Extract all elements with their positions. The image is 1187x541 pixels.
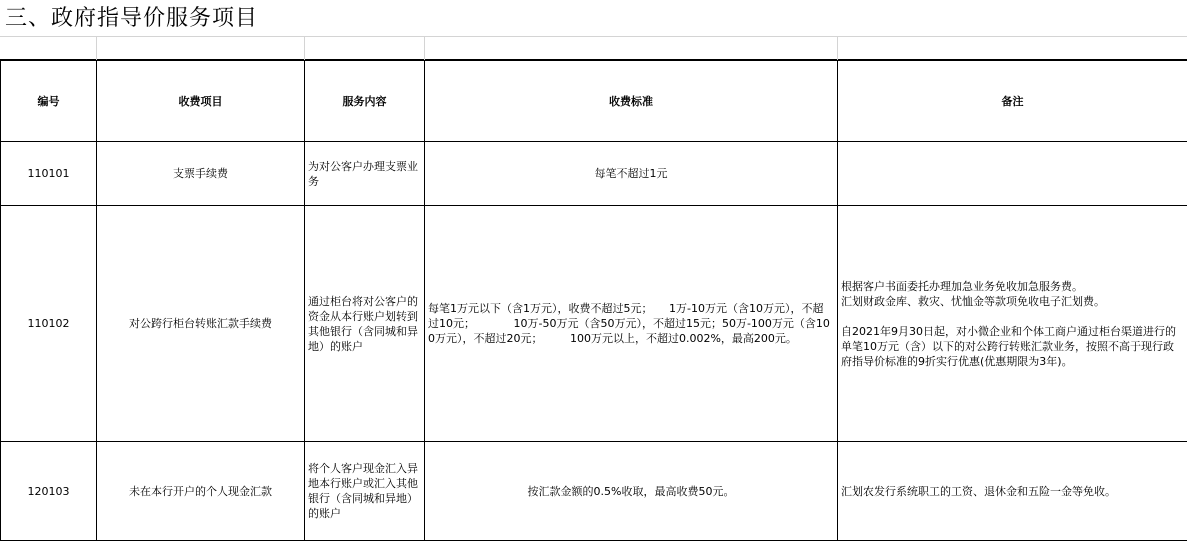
header-row bbox=[1, 61, 1187, 142]
row-content: 为对公客户办理支票业务 bbox=[305, 142, 425, 206]
header-id: 编号 bbox=[1, 61, 97, 142]
row-standard: 每笔不超过1元 bbox=[425, 142, 838, 206]
remark-paragraph: 根据客户书面委托办理加急业务免收加急服务费。 汇划财政金库、救灾、忧恤金等款项免收电子汇划费。 bbox=[841, 279, 1184, 309]
header-remark: 备注 bbox=[838, 61, 1187, 142]
row-content: 通过柜台将对公客户的资金从本行账户划转到其他银行（含同城和异地）的账户 bbox=[305, 206, 425, 442]
gridline bbox=[424, 37, 425, 60]
table-row bbox=[1, 442, 1187, 541]
header-content: 服务内容 bbox=[305, 61, 425, 142]
row-id: 120103 bbox=[1, 442, 97, 541]
remark-paragraph: 汇划农发行系统职工的工资、退休金和五险一金等免收。 bbox=[841, 484, 1184, 499]
row-remark bbox=[838, 142, 1187, 206]
row-remark bbox=[838, 206, 1187, 442]
section-title: 三、政府指导价服务项目 bbox=[0, 0, 1187, 37]
row-item: 支票手续费 bbox=[97, 142, 305, 206]
row-id: 110102 bbox=[1, 206, 97, 442]
remark-paragraph: 自2021年9月30日起，对小微企业和个体工商户通过柜台渠道进行的单笔10万元（含）以下的对公跨行转账汇款业务，按照不高于现行政府指导价标准的9折实行优惠(优惠期限为3年)。 bbox=[841, 324, 1184, 369]
row-id: 110101 bbox=[1, 142, 97, 206]
table-row bbox=[1, 142, 1187, 206]
row-content: 将个人客户现金汇入异地本行账户或汇入其他银行（含同城和异地）的账户 bbox=[305, 442, 425, 541]
row-standard: 每笔1万元以下（含1万元），收费不超过5元； 1万-10万元（含10万元），不超过10元； 10万-50万元（含50万元），不超过15元；50万-100万元（含100万元），不超过20元； 100万元以上，不超过0.002%，最高200元。 bbox=[425, 206, 838, 442]
row-item: 未在本行开户的个人现金汇款 bbox=[97, 442, 305, 541]
row-item: 对公跨行柜台转账汇款手续费 bbox=[97, 206, 305, 442]
gridline bbox=[837, 37, 838, 60]
header-standard: 收费标准 bbox=[425, 61, 838, 142]
row-standard: 按汇款金额的0.5%收取，最高收费50元。 bbox=[425, 442, 838, 541]
gridline bbox=[304, 37, 305, 60]
fee-table bbox=[0, 60, 1187, 541]
table-row bbox=[1, 206, 1187, 442]
row-remark bbox=[838, 442, 1187, 541]
blank-spacer-row bbox=[0, 37, 1187, 60]
gridline bbox=[96, 37, 97, 60]
header-item: 收费项目 bbox=[97, 61, 305, 142]
